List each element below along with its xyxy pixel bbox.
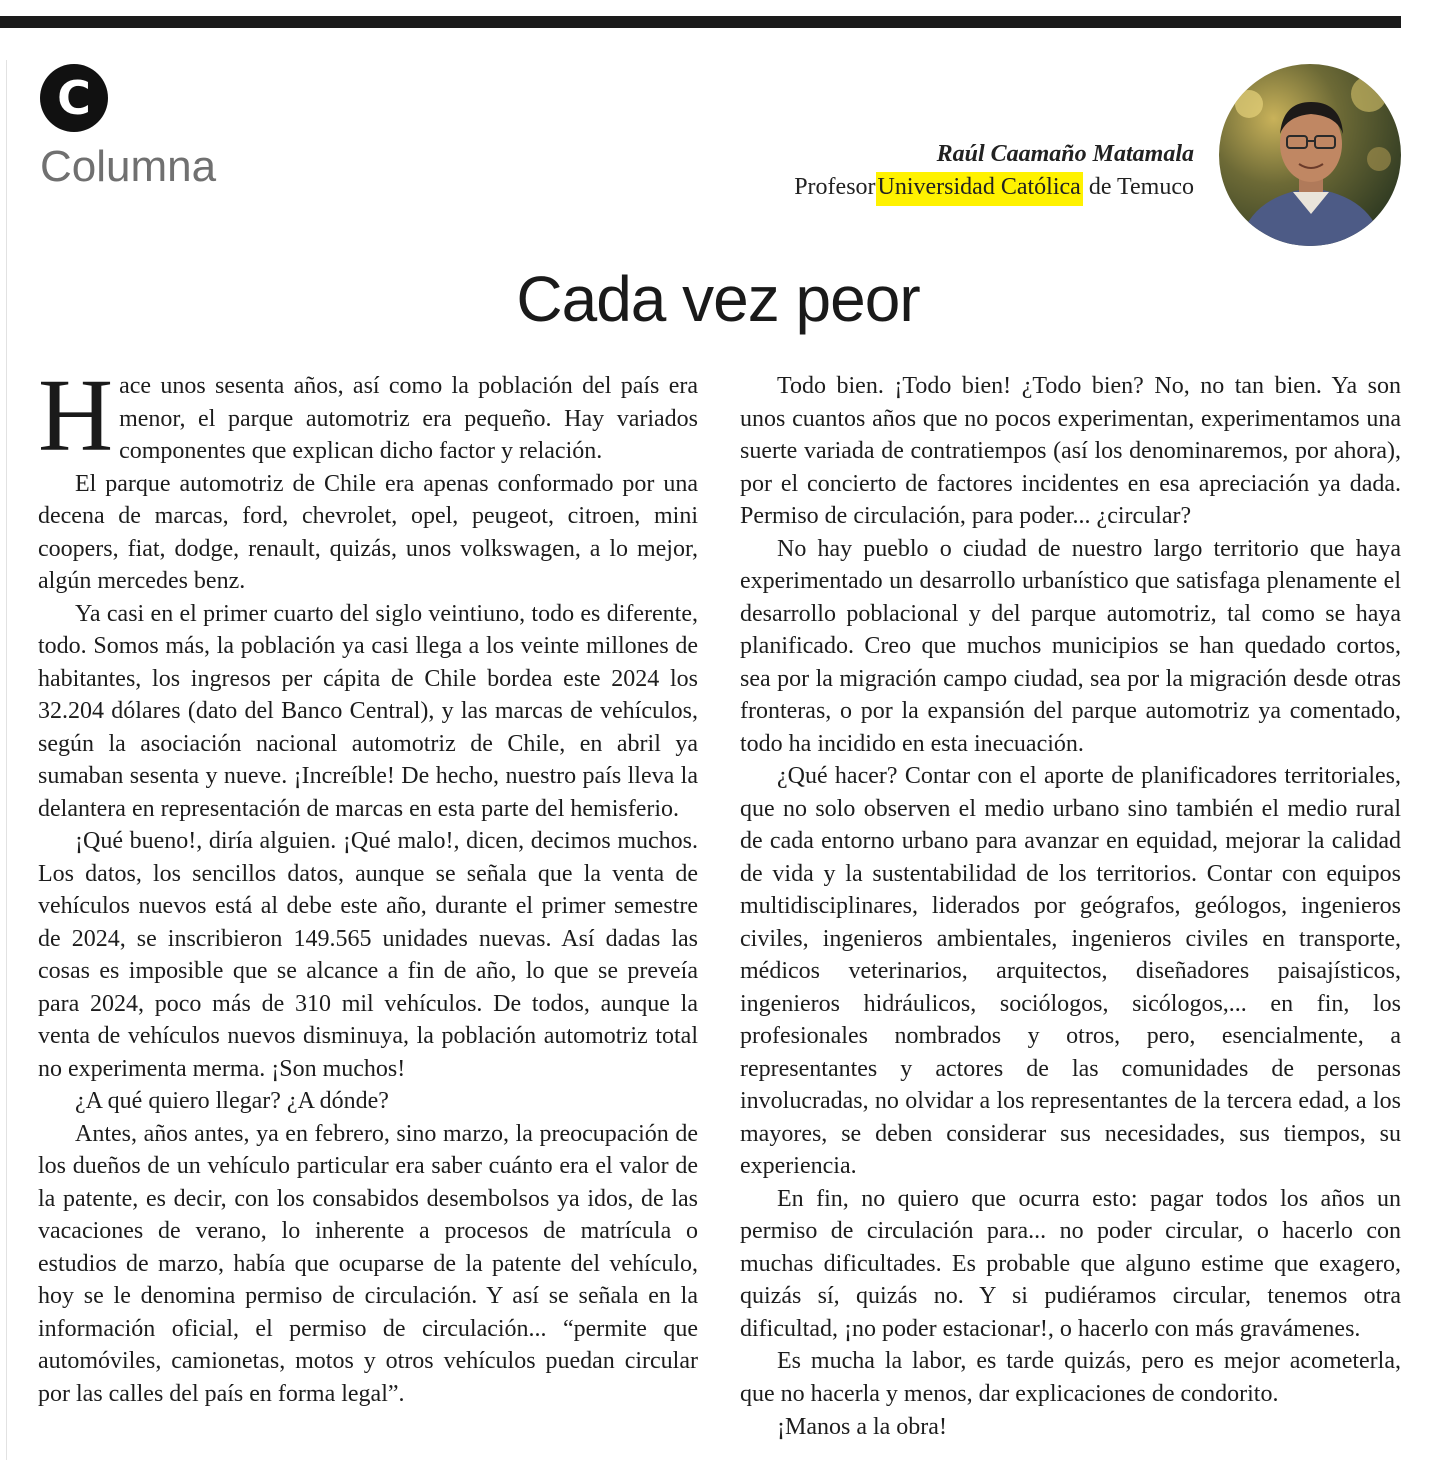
article-paragraph: ¡Qué bueno!, diría alguien. ¡Qué malo!, dicen, decimos muchos. Los datos, los sencillos datos, aunque se señala que la venta de vehículos nuevos está al debe este año, durante el primer semestre de 2024, se inscribieron 149.565 unidades nuevas. Así dadas las cosas es imposible que se alcance a fin de año, lo que se preveía para 2024, poco más de 310 mil vehículos. De todos, aunque la venta de vehículos nuevos disminuya, la población automotriz total no experimenta merma. ¡Son muchos! <box>38 828 698 1082</box>
article-paragraph: ¿A qué quiero llegar? ¿A dónde? <box>75 1088 389 1115</box>
article-title: Cada vez peor <box>516 263 920 335</box>
top-rule <box>0 16 1401 28</box>
author-role-highlight: Universidad Católica <box>876 172 1083 206</box>
article-paragraph: Hace unos sesenta años, así como la población del país era menor, el parque automotriz era pequeño. Hay variados componentes que explican dicho factor y relación. <box>38 358 698 473</box>
author-role-suffix: de Temuco <box>1088 174 1194 200</box>
article-paragraph: ¿Qué hacer? Contar con el aporte de planificadores territoriales, que no solo observen el medio urbano sino también el medio rural de cada entorno urbano para avanzar en equidad, mejorar la calidad de vida y la sustentabilidad de los territorios. Contar con equipos multidisciplinares, liderados por geógrafos, geólogos, ingenieros civiles, ingenieros ambientales, ingenieros civiles en transporte, médicos veterinarios, arquitectos, diseñadores paisajísticos, ingenieros hidráulicos, sociólogos, sicólogos,... en fin, los profesionales nombrados y otros, pero, esencialmente, a representantes y actores de las comunidades de personas involucradas, no olvidar a los representantes de la tercera edad, a los mayores, se deben considerar sus necesidades, sus tiempos, su experiencia. <box>740 763 1401 1180</box>
article-paragraph: Es mucha la labor, es tarde quizás, pero es mejor acometerla, que no hacerla y menos, dar explicaciones de condorito. <box>740 1348 1401 1407</box>
author-role <box>794 170 1194 204</box>
author-role-prefix: Profesor <box>794 174 876 200</box>
section-badge: C <box>40 64 108 132</box>
article-column-left <box>38 358 698 1411</box>
article-paragraph: ¡Manos a la obra! <box>777 1413 947 1440</box>
article-paragraph: No hay pueblo o ciudad de nuestro largo territorio que haya experimentado un desarrollo urbanístico que satisfaga plenamente el desarrollo poblacional y del parque automotriz, tal como se haya planificado. Creo que muchos municipios se han quedado cortos, sea por la migración campo ciudad, sea por la migración desde otras fronteras, o por la expansión del parque automotriz ya comentado, todo ha incidido en esta inecuación. <box>740 535 1401 757</box>
section-label: Columna <box>40 142 217 191</box>
article-paragraph: En fin, no quiero que ocurra esto: pagar todos los años un permiso de circulación para... no poder circular, o hacerlo con muchas dificultades. Es probable que alguno estime que exagero, quizás sí, quizás no. Y si pudiéramos circular, tenemos otra dificultad, ¡no poder estacionar!, o hacerlo con más gravámenes. <box>740 1185 1401 1342</box>
article-paragraph: Antes, años antes, ya en febrero, sino marzo, la preocupación de los dueños de un vehículo particular era saber cuánto era el valor de la patente, es decir, con los consabidos desembolsos ya idos, de las vacaciones de verano, lo inherente a procesos de matrícula o estudios de marzo, había que ocuparse de la patente del vehículo, hoy se le denomina permiso de circulación. Y así se señala en la información oficial, el permiso de circulación... “permite que automóviles, camionetas, motos y otros vehículos puedan circular por las calles del país en forma legal”. <box>38 1120 698 1407</box>
article-column-right <box>740 370 1401 1443</box>
article-paragraph: Ya casi en el primer cuarto del siglo veintiuno, todo es diferente, todo. Somos más, la población ya casi llega a los veinte millones de habitantes, los ingresos per cápita de Chile bordea este 2024 los 32.204 dólares (dato del Banco Central), y las marcas de vehículos, según la asociación nacional automotriz de Chile, en abril ya sumaban sesenta y nueve. ¡Increíble! De hecho, nuestro país lleva la delantera en representación de marcas en esta parte del hemisferio. <box>38 600 698 822</box>
author-name: Raúl Caamaño Matamala <box>936 141 1194 167</box>
drop-cap: H <box>38 358 114 473</box>
article-paragraph: Todo bien. ¡Todo bien! ¿Todo bien? No, no tan bien. Ya son unos cuantos años que no pocos experimentan, experimentamos una suerte variada de contratiempos (así los denominaremos, por ahora), por el concierto de factores incidentes en esa apreciación ya dada. Permiso de circulación, para poder... ¿circular? <box>740 373 1401 530</box>
article-paragraph: El parque automotriz de Chile era apenas conformado por una decena de marcas, ford, chevrolet, opel, peugeot, citroen, mini coopers, fiat, dodge, renault, quizás, unos volkswagen, a lo mejor, algún mercedes benz. <box>38 470 698 595</box>
author-byline <box>794 138 1194 204</box>
author-photo <box>1219 64 1401 246</box>
